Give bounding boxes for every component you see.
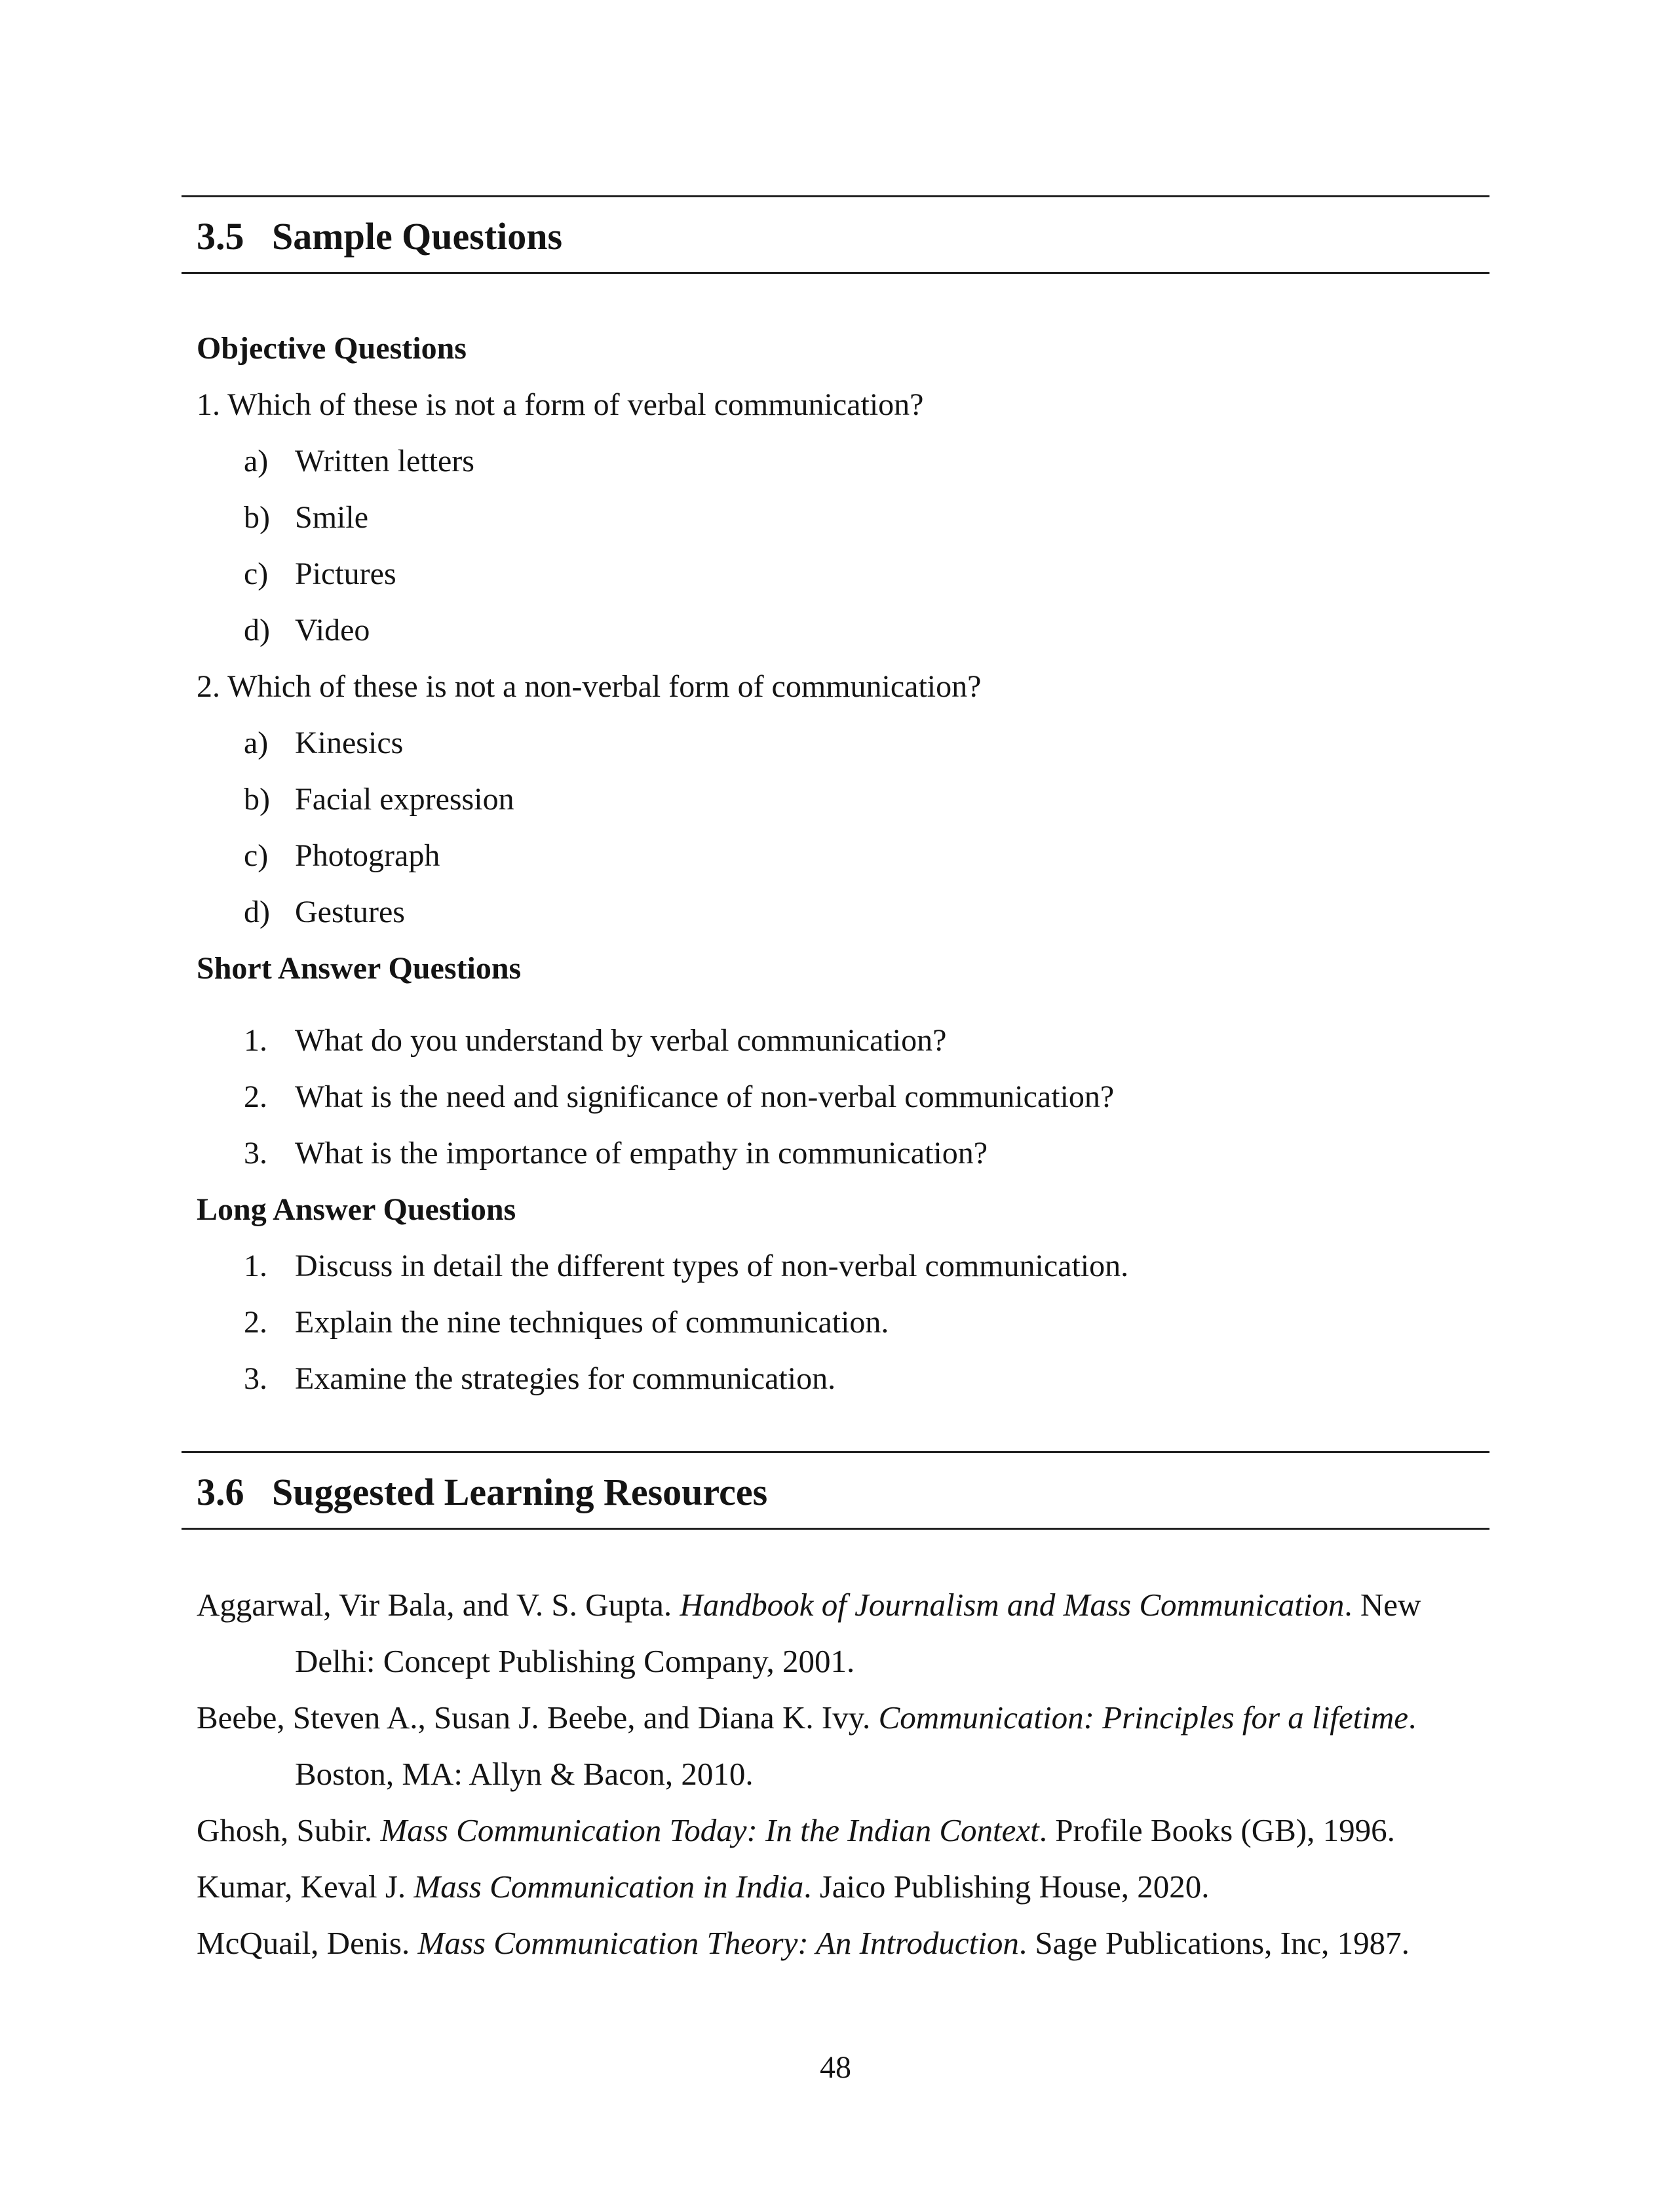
reference-entry bbox=[197, 1585, 1421, 1625]
option-marker: a) bbox=[244, 444, 269, 478]
item-text: What is the need and significance of non-verbal communication? bbox=[295, 1079, 1115, 1114]
reference-entry bbox=[197, 1811, 1395, 1850]
option-text: Gestures bbox=[295, 895, 405, 929]
long-answer-heading: Long Answer Questions bbox=[197, 1192, 516, 1227]
option-marker: d) bbox=[244, 613, 270, 648]
reference-title: Handbook of Journalism and Mass Communication bbox=[680, 1587, 1345, 1623]
section-bottom-rule bbox=[182, 272, 1489, 274]
short-answer-item bbox=[244, 1134, 988, 1173]
answer-option bbox=[244, 611, 370, 650]
item-marker: 1. bbox=[244, 1249, 267, 1283]
option-text: Pictures bbox=[295, 556, 396, 591]
short-answer-item bbox=[244, 1021, 946, 1060]
reference-author: Aggarwal, Vir Bala, and V. S. Gupta. bbox=[197, 1587, 680, 1623]
long-answer-item bbox=[244, 1359, 836, 1399]
answer-option bbox=[244, 724, 403, 763]
option-marker: b) bbox=[244, 500, 270, 535]
reference-entry bbox=[197, 1924, 1410, 1963]
short-answer-item bbox=[244, 1077, 1114, 1117]
reference-continuation: Boston, MA: Allyn & Bacon, 2010. bbox=[295, 1756, 754, 1792]
section-title: Sample Questions bbox=[272, 215, 563, 258]
section-number: 3.6 bbox=[197, 1471, 244, 1513]
answer-option bbox=[244, 836, 440, 876]
item-text: Examine the strategies for communication. bbox=[295, 1361, 836, 1396]
item-text: What is the importance of empathy in communication? bbox=[295, 1136, 988, 1171]
reference-title: Mass Communication Today: In the Indian Context bbox=[380, 1812, 1039, 1848]
objective-questions-heading: Objective Questions bbox=[197, 331, 467, 366]
reference-author: Beebe, Steven A., Susan J. Beebe, and Diana K. Ivy. bbox=[197, 1699, 879, 1736]
reference-publisher: . Profile Books (GB), 1996. bbox=[1039, 1812, 1395, 1848]
answer-option bbox=[244, 893, 405, 932]
short-answer-heading: Short Answer Questions bbox=[197, 951, 522, 986]
item-text: What do you understand by verbal communication? bbox=[295, 1023, 947, 1058]
long-answer-item bbox=[244, 1247, 1128, 1286]
section-number: 3.5 bbox=[197, 215, 244, 258]
item-marker: 3. bbox=[244, 1136, 267, 1171]
option-text: Written letters bbox=[295, 444, 474, 478]
reference-publisher: . Jaico Publishing House, 2020. bbox=[803, 1869, 1210, 1905]
answer-option bbox=[244, 554, 396, 594]
option-marker: b) bbox=[244, 782, 270, 817]
section-heading-3-5 bbox=[197, 214, 562, 260]
reference-entry bbox=[197, 1867, 1210, 1907]
section-bottom-rule bbox=[182, 1528, 1489, 1530]
item-marker: 1. bbox=[244, 1023, 267, 1058]
answer-option bbox=[244, 442, 474, 481]
answer-option bbox=[244, 780, 514, 819]
option-marker: c) bbox=[244, 556, 269, 591]
item-text: Explain the nine techniques of communication. bbox=[295, 1305, 889, 1340]
long-answer-item bbox=[244, 1303, 889, 1342]
page-number: 48 bbox=[820, 2050, 851, 2085]
reference-author: McQuail, Denis. bbox=[197, 1925, 418, 1961]
reference-title: Mass Communication in India bbox=[413, 1869, 804, 1905]
question-text: 2. Which of these is not a non-verbal form of communication? bbox=[197, 669, 982, 704]
answer-option bbox=[244, 498, 368, 537]
option-marker: a) bbox=[244, 726, 269, 760]
option-text: Facial expression bbox=[295, 782, 514, 817]
section-heading-3-6 bbox=[197, 1469, 767, 1515]
item-text: Discuss in detail the different types of non-verbal communication. bbox=[295, 1249, 1129, 1283]
question-text: 1. Which of these is not a form of verbal communication? bbox=[197, 387, 924, 422]
section-top-rule bbox=[182, 1451, 1489, 1453]
option-text: Smile bbox=[295, 500, 369, 535]
item-marker: 3. bbox=[244, 1361, 267, 1396]
reference-publisher: . Sage Publications, Inc, 1987. bbox=[1018, 1925, 1410, 1961]
reference-author: Ghosh, Subir. bbox=[197, 1812, 381, 1848]
reference-continuation: Delhi: Concept Publishing Company, 2001. bbox=[295, 1643, 855, 1679]
option-text: Kinesics bbox=[295, 726, 404, 760]
reference-publisher: . New bbox=[1344, 1587, 1421, 1623]
item-marker: 2. bbox=[244, 1079, 267, 1114]
reference-title: Mass Communication Theory: An Introduction bbox=[417, 1925, 1019, 1961]
reference-entry bbox=[197, 1698, 1416, 1737]
option-marker: d) bbox=[244, 895, 270, 929]
option-text: Video bbox=[295, 613, 370, 648]
reference-publisher: . bbox=[1408, 1699, 1417, 1736]
option-marker: c) bbox=[244, 838, 269, 873]
option-text: Photograph bbox=[295, 838, 440, 873]
item-marker: 2. bbox=[244, 1305, 267, 1340]
section-top-rule bbox=[182, 195, 1489, 197]
reference-author: Kumar, Keval J. bbox=[197, 1869, 414, 1905]
reference-title: Communication: Principles for a lifetime bbox=[878, 1699, 1408, 1736]
section-title: Suggested Learning Resources bbox=[272, 1471, 768, 1513]
